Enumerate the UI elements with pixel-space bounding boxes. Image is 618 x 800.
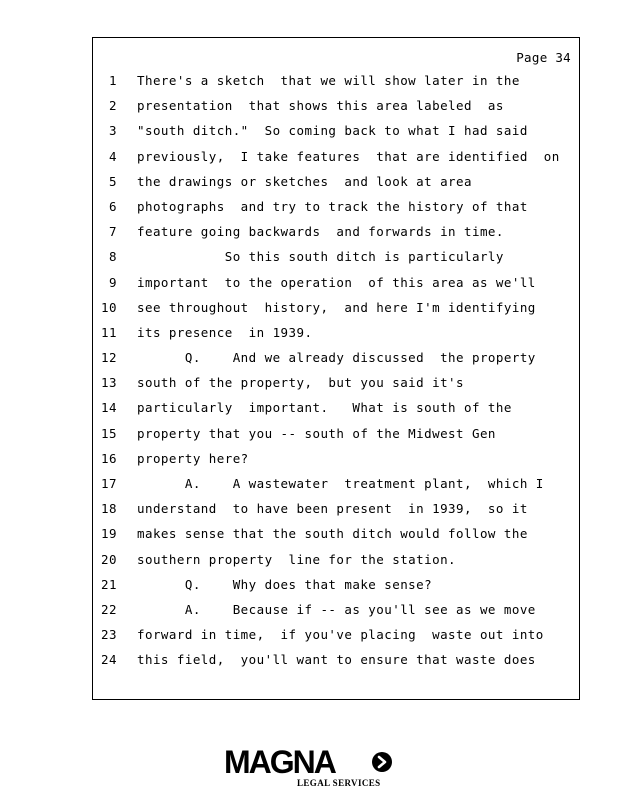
transcript-line: [93, 295, 579, 320]
line-text: Q. And we already discussed the property: [137, 350, 536, 366]
transcript-line: [93, 118, 579, 143]
line-number: 11: [101, 324, 117, 340]
line-number: 9: [109, 274, 117, 290]
line-number: 21: [101, 576, 117, 592]
line-text: A. Because if -- as you'll see as we move: [137, 601, 536, 617]
line-number: 13: [101, 375, 117, 391]
line-text: property that you -- south of the Midwest Gen: [137, 425, 496, 441]
line-text: its presence in 1939.: [137, 324, 313, 340]
transcript-page: [92, 37, 580, 700]
line-text: Q. Why does that make sense?: [137, 576, 433, 592]
line-text: feature going backwards and forwards in time.: [137, 224, 504, 240]
line-text: southern property line for the station.: [137, 551, 457, 567]
line-number: 4: [109, 148, 117, 164]
transcript-line: [93, 68, 579, 93]
line-text: see throughout history, and here I'm identifying: [137, 299, 536, 315]
line-text: the drawings or sketches and look at area: [137, 173, 472, 189]
transcript-line: [93, 144, 579, 169]
line-number: 14: [101, 400, 117, 416]
transcript-line: [93, 93, 579, 118]
transcript-line: [93, 471, 579, 496]
line-number: 7: [109, 224, 117, 240]
line-text: property here?: [137, 450, 249, 466]
line-text: previously, I take features that are identified on: [137, 148, 560, 164]
transcript-line: [93, 345, 579, 370]
line-number: 1: [109, 73, 117, 88]
line-text: A. A wastewater treatment plant, which I: [137, 476, 544, 491]
transcript-line: [93, 270, 579, 295]
transcript-line: [93, 169, 579, 194]
transcript-line: [93, 194, 579, 219]
transcript-line: [93, 597, 579, 622]
line-number: 17: [101, 476, 117, 491]
line-number: 3: [109, 123, 117, 139]
transcript-line: [93, 572, 579, 597]
transcript-line: [93, 521, 579, 546]
transcript-line: [93, 647, 579, 672]
logo-wordmark: MAGNA: [224, 744, 335, 780]
line-text: So this south ditch is particularly: [137, 249, 504, 265]
line-number: 5: [109, 173, 117, 189]
transcript-line: [93, 320, 579, 345]
line-text: understand to have been present in 1939, so it: [137, 501, 528, 517]
transcript-lines: [93, 68, 579, 673]
transcript-line: [93, 547, 579, 572]
line-number: 15: [101, 425, 117, 441]
transcript-line: [93, 446, 579, 471]
transcript-line: [93, 244, 579, 269]
line-text: south of the property, but you said it's: [137, 375, 465, 391]
transcript-line: [93, 395, 579, 420]
line-number: 22: [101, 601, 117, 617]
line-text: There's a sketch that we will show later in the: [137, 73, 520, 88]
line-number: 8: [109, 249, 117, 265]
line-text: "south ditch." So coming back to what I had said: [137, 123, 528, 139]
arrow-circle-icon: [372, 752, 392, 772]
line-number: 19: [101, 526, 117, 542]
transcript-line: [93, 496, 579, 521]
line-text: important to the operation of this area as we'll: [137, 274, 536, 290]
transcript-line: [93, 622, 579, 647]
line-text: presentation that shows this area labeled as: [137, 98, 504, 114]
transcript-line: [93, 219, 579, 244]
line-text: forward in time, if you've placing waste out into: [137, 627, 544, 643]
line-number: 2: [109, 98, 117, 114]
line-number: 23: [101, 627, 117, 643]
line-number: 6: [109, 198, 117, 214]
line-text: particularly important. What is south of the: [137, 400, 512, 416]
line-number: 18: [101, 501, 117, 517]
line-number: 12: [101, 350, 117, 366]
page-number: Page 34: [516, 50, 571, 65]
logo-subtitle: LEGAL SERVICES: [297, 778, 381, 788]
line-number: 10: [101, 299, 117, 315]
line-text: makes sense that the south ditch would follow the: [137, 526, 528, 542]
line-number: 16: [101, 450, 117, 466]
line-text: this field, you'll want to ensure that waste does: [137, 652, 536, 668]
line-number: 20: [101, 551, 117, 567]
line-text: photographs and try to track the history of that: [137, 198, 528, 214]
line-number: 24: [101, 652, 117, 668]
transcript-line: [93, 370, 579, 395]
magna-logo: [224, 744, 396, 792]
transcript-line: [93, 421, 579, 446]
